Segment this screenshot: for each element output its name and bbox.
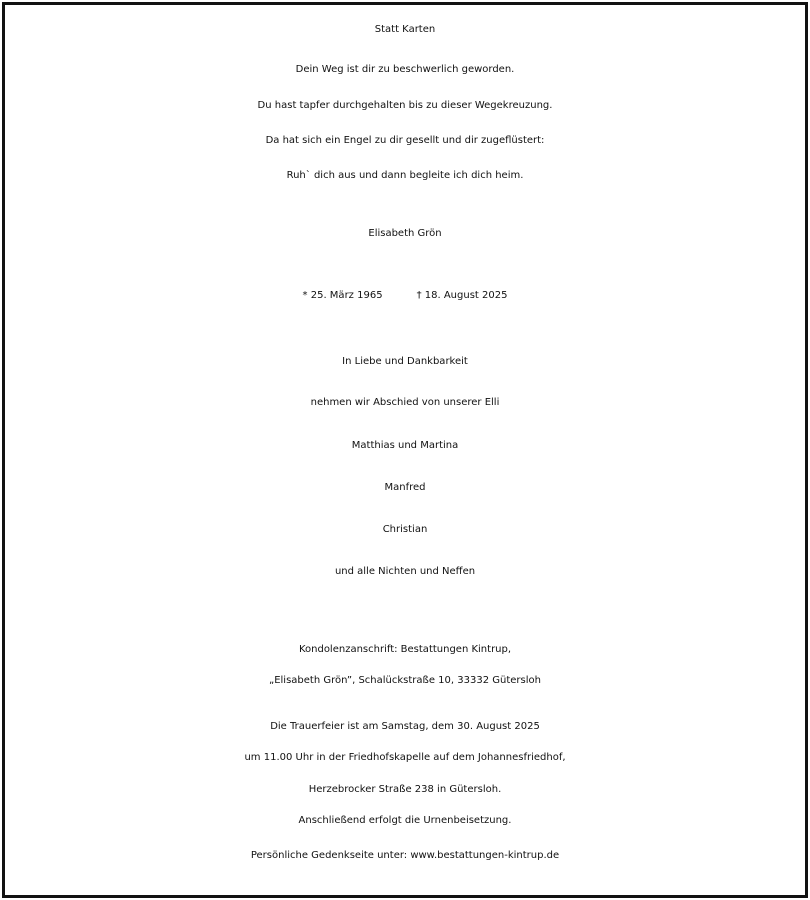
ceremony-line-1: Die Trauerfeier ist am Samstag, dem 30. August 2025 xyxy=(270,721,540,732)
deceased-name: Elisabeth Grön xyxy=(368,228,442,239)
ceremony-line-3: Herzebrocker Straße 238 in Gütersloh. xyxy=(308,784,502,795)
life-dates xyxy=(0,290,810,301)
condolence-line-2: „Elisabeth Grön”, Schalückstraße 10, 33332 Gütersloh xyxy=(269,675,541,686)
verse-line-4: Ruh` dich aus und dann begleite ich dich heim. xyxy=(286,170,524,181)
death-date: † 18. August 2025 xyxy=(416,290,508,301)
condolence-line-1: Kondolenzanschrift: Bestattungen Kintrup, xyxy=(298,644,512,655)
verse-line-1: Dein Weg ist dir zu beschwerlich geworden. xyxy=(295,64,515,75)
mourner-line-2: nehmen wir Abschied von unserer Elli xyxy=(310,397,500,408)
mourner-line-3: Matthias und Martina xyxy=(351,440,459,451)
ceremony-line-4: Anschließend erfolgt die Urnenbeisetzung. xyxy=(298,815,512,826)
memorial-website-line: Persönliche Gedenkseite unter: www.bestattungen-kintrup.de xyxy=(250,850,560,861)
mourner-line-5: Christian xyxy=(382,524,428,535)
ceremony-line-2: um 11.00 Uhr in der Friedhofskapelle auf dem Johannesfriedhof, xyxy=(244,752,566,763)
mourner-line-6: und alle Nichten und Neffen xyxy=(334,566,476,577)
verse-line-2: Du hast tapfer durchgehalten bis zu dieser Wegekreuzung. xyxy=(257,100,553,111)
mourner-line-1: In Liebe und Dankbarkeit xyxy=(342,356,468,367)
statt-karten-label: Statt Karten xyxy=(374,24,436,35)
mourner-line-4: Manfred xyxy=(384,482,426,493)
birth-date: * 25. März 1965 xyxy=(302,290,383,301)
verse-line-3: Da hat sich ein Engel zu dir gesellt und dir zugeflüstert: xyxy=(265,135,545,146)
